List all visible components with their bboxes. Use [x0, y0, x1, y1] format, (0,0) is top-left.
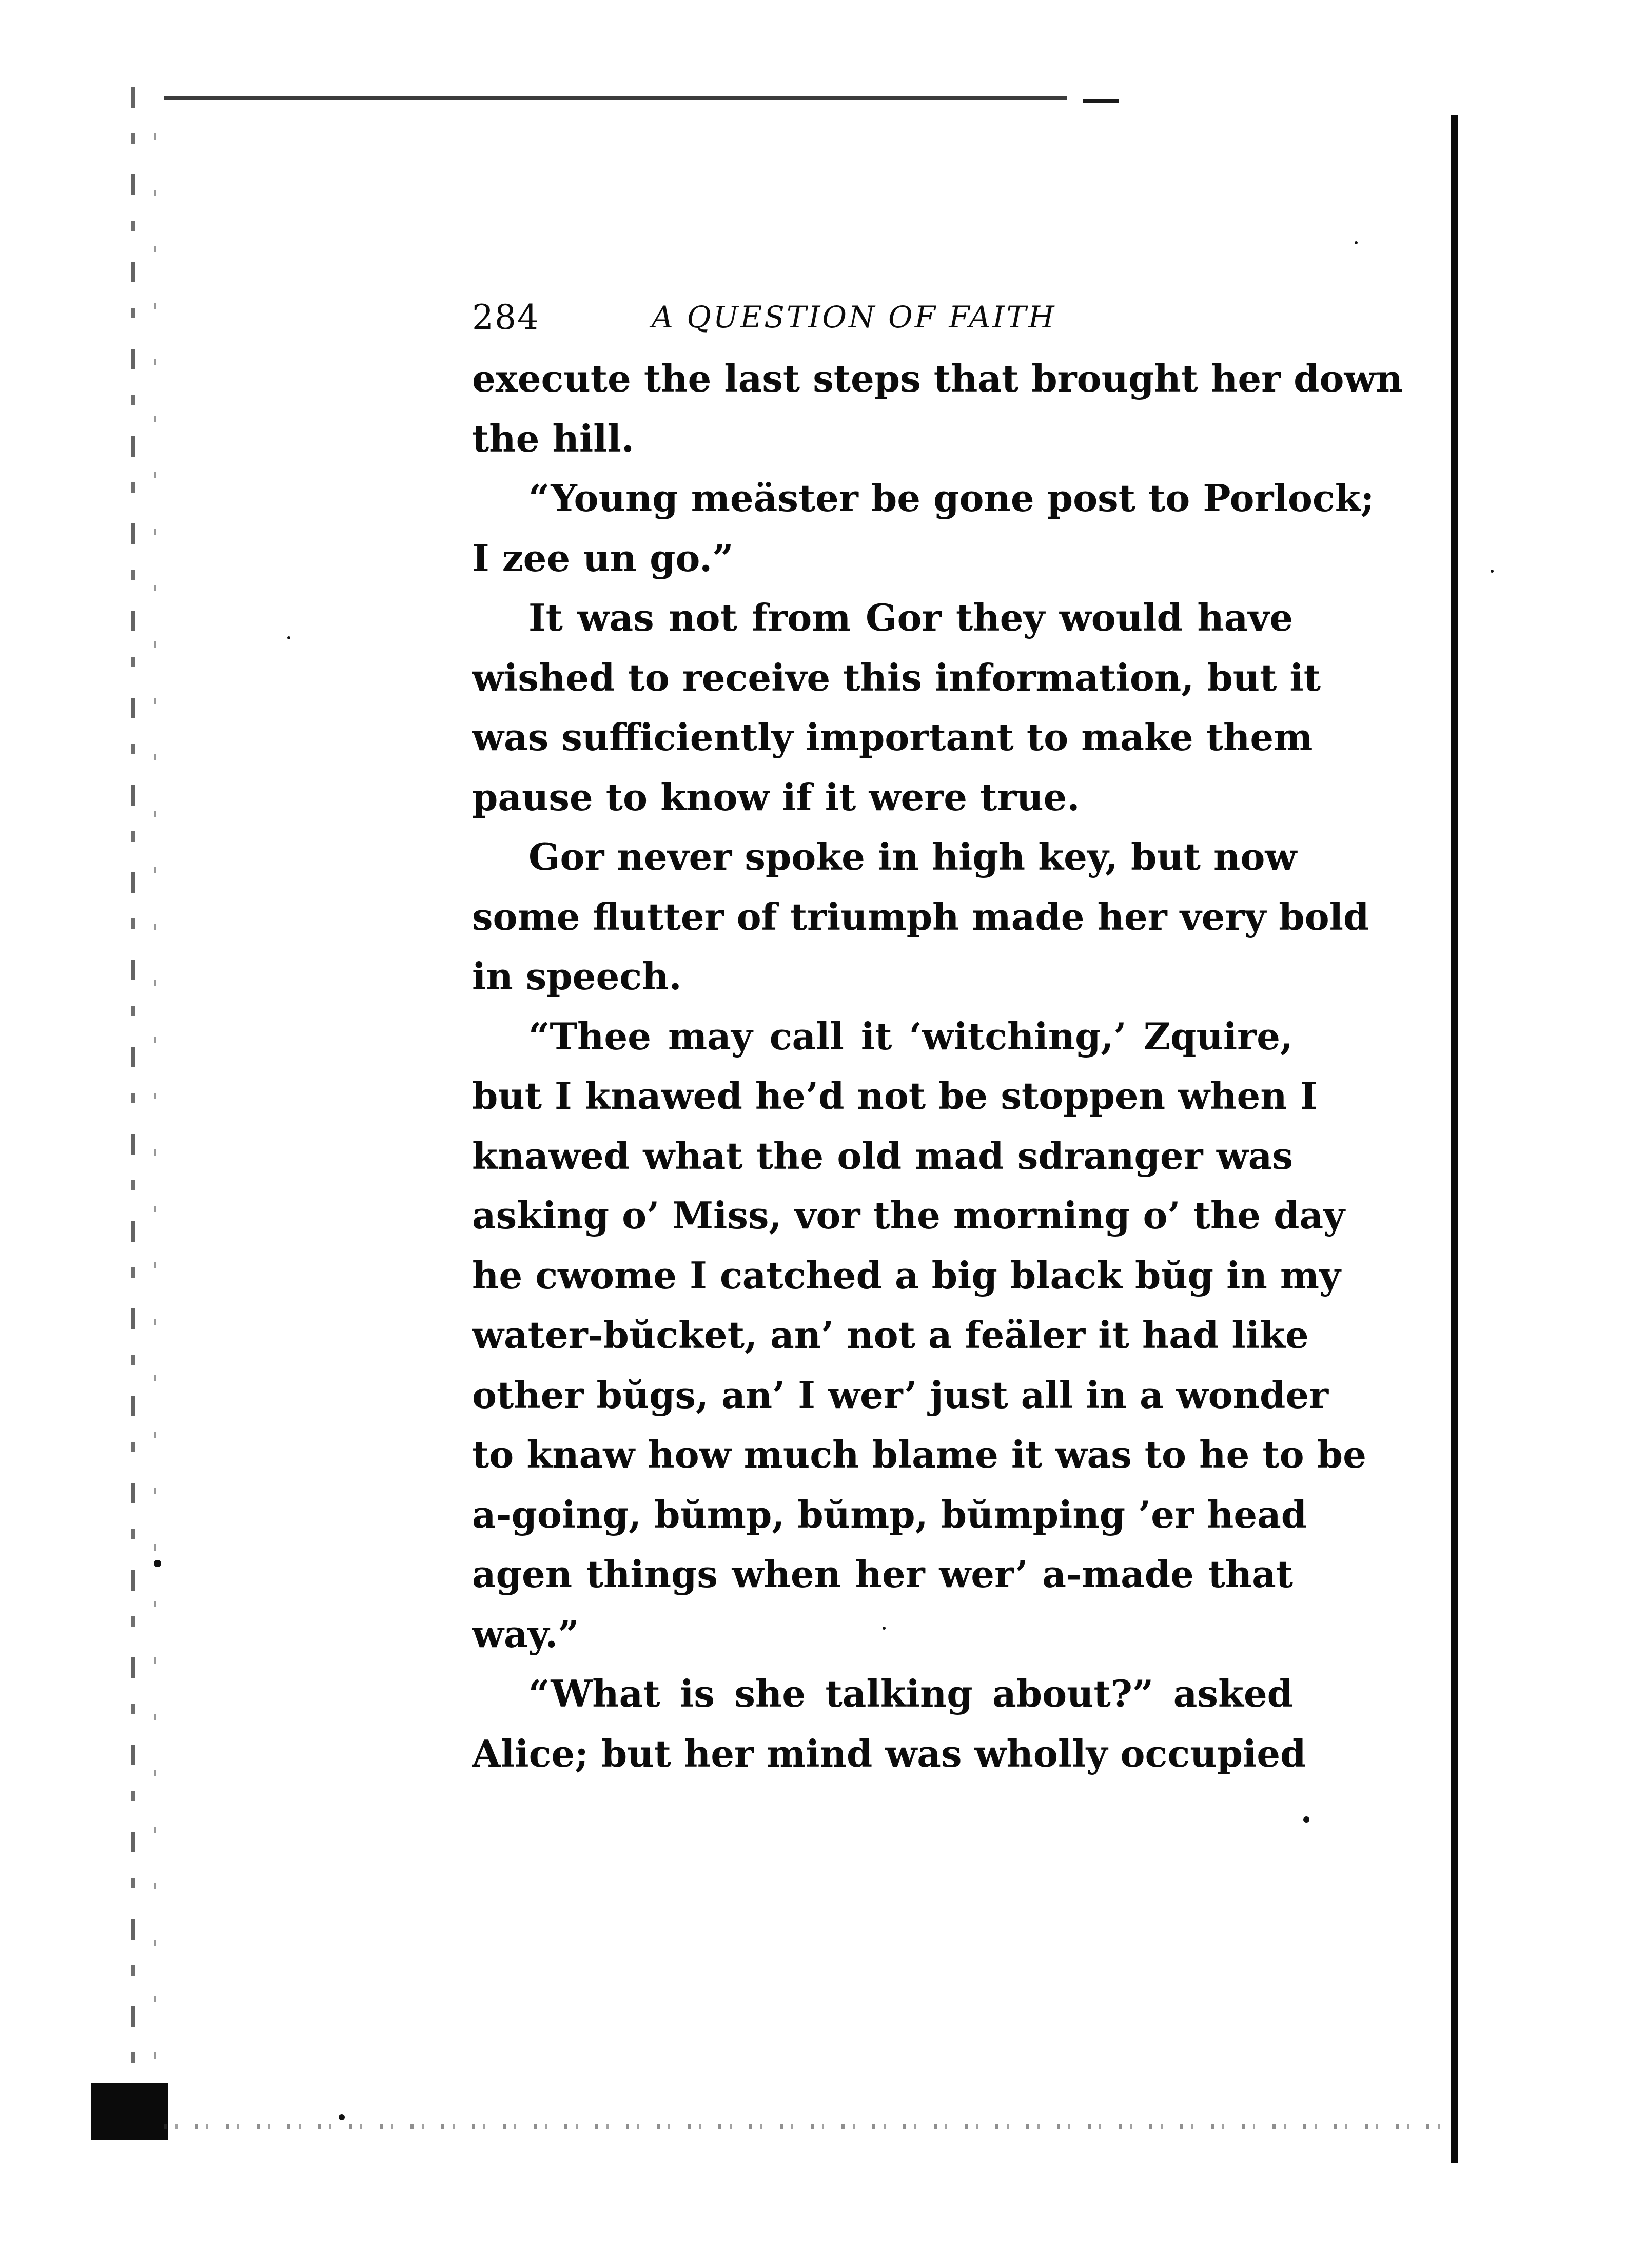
text-line: agen things when her wer’ a-made that	[472, 1552, 1293, 1596]
text-line: way.”	[472, 1612, 579, 1656]
dust-speck	[287, 636, 290, 639]
text-line: pause to know if it were true.	[472, 775, 1080, 819]
right-scan-edge	[1451, 115, 1458, 2163]
text-line: some flutter of triumph made her very bold	[472, 894, 1369, 939]
text-line: execute the last steps that brought her down	[472, 357, 1403, 400]
dust-speck	[339, 2114, 345, 2120]
text-line: wished to receive this information, but it	[472, 655, 1321, 699]
text-line: he cwome I catched a big black bŭg in my	[472, 1253, 1341, 1297]
dust-speck	[1491, 570, 1494, 573]
text-line: was sufficiently important to make them	[472, 715, 1313, 759]
text-line: in speech.	[472, 954, 682, 998]
text-line: but I knawed he’d not be stoppen when I	[472, 1074, 1318, 1118]
page-number: 284	[472, 298, 540, 337]
book-page	[472, 292, 1403, 1784]
dust-speck	[1303, 1816, 1309, 1823]
text-line: It was not from Gor they would have	[528, 596, 1293, 639]
bottom-scan-noise	[164, 2124, 1447, 2129]
text-line: asking o’ Miss, vor the morning o’ the day	[472, 1194, 1345, 1237]
left-scan-edge	[131, 87, 135, 2129]
left-scan-edge-inner	[154, 133, 156, 2083]
text-line: “Thee may call it ‘witching,’ Zquire,	[528, 1014, 1293, 1058]
top-scan-rule-stub	[1083, 99, 1119, 103]
top-scan-rule	[164, 96, 1067, 100]
text-line: “What is she talking about?” asked	[528, 1672, 1293, 1715]
text-line: knawed what the old mad sdranger was	[472, 1133, 1293, 1178]
text-line: to knaw how much blame it was to he to be	[472, 1433, 1366, 1476]
corner-ink-blot	[91, 2083, 168, 2140]
text-line: the hill.	[472, 416, 634, 460]
text-line: Gor never spoke in high key, but now	[528, 835, 1297, 878]
text-line: other bŭgs, an’ I wer’ just all in a wonder	[472, 1373, 1329, 1417]
text-line: “Young meäster be gone post to Porlock;	[528, 476, 1375, 520]
body-text	[472, 349, 1403, 1784]
text-line: I zee un go.”	[472, 536, 734, 580]
running-title: A QUESTION OF FAITH	[652, 300, 1056, 335]
text-line: water-bŭcket, an’ not a feäler it had like	[472, 1313, 1309, 1357]
text-line: Alice; but her mind was wholly occupied	[472, 1731, 1306, 1775]
dust-speck	[1355, 241, 1358, 244]
dust-speck	[154, 1560, 161, 1567]
running-head	[472, 292, 1293, 349]
text-line: a-going, bŭmp, bŭmp, bŭmping ’er head	[472, 1492, 1307, 1536]
